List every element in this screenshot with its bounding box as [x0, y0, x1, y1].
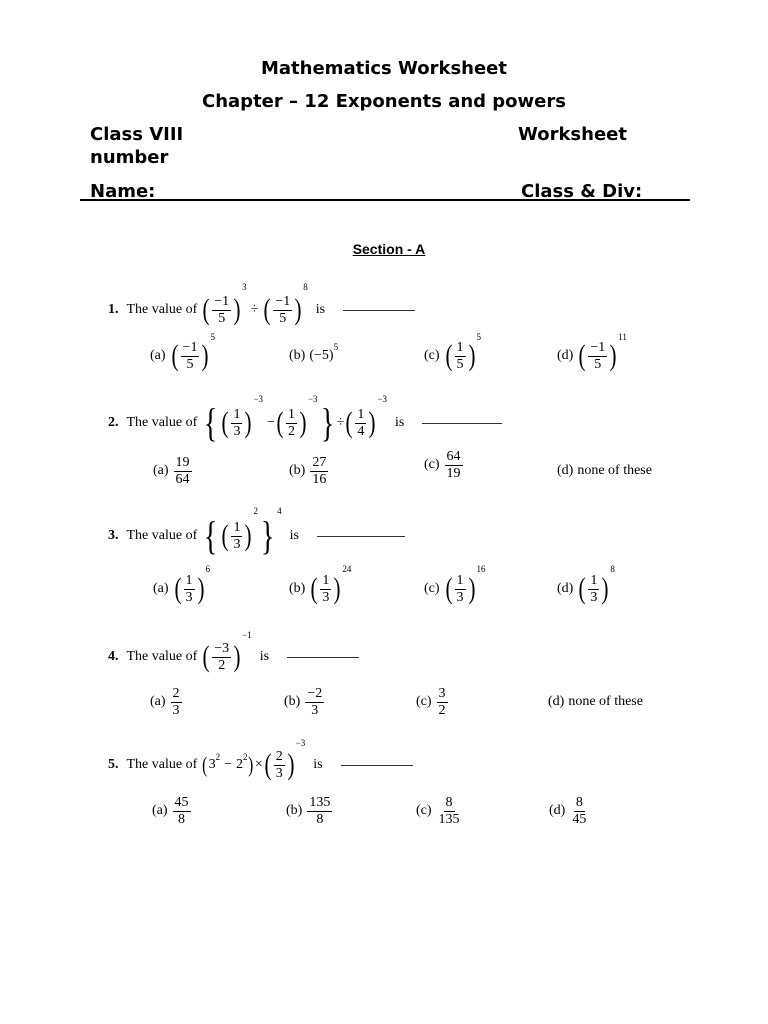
option: (d) ( $\frac{-1}{5}$ ) 11: [557, 332, 627, 372]
option: (b) ( −5 ) 5: [289, 342, 339, 363]
option: (d) $\frac{8}{45}$: [549, 795, 587, 827]
option: (c) ( $\frac{1}{5}$ ) 5: [424, 332, 482, 372]
answer-blank: [422, 423, 502, 424]
question-text: The value of: [126, 302, 198, 317]
section-title: Section - A: [352, 241, 426, 257]
question-number: 1.: [108, 302, 119, 317]
question-number: 3.: [108, 528, 119, 543]
option: (a) $\frac{19}{64}$: [153, 455, 190, 487]
header-rule: [80, 199, 690, 201]
answer-blank: [343, 310, 415, 311]
question-text: The value of: [126, 528, 198, 543]
question-number: 2.: [108, 415, 119, 430]
option: (c) $\frac{3}{2}$: [416, 686, 446, 718]
option: (a) $\frac{45}{8}$: [152, 795, 189, 827]
answer-blank: [317, 536, 405, 537]
option: (d) none of these: [557, 463, 652, 478]
option: (c) $\frac{64}{19}$: [424, 449, 461, 481]
question-3: 3. The value of { ( $\frac{1}{3}$ ) 2 } 4 is: [108, 510, 405, 562]
option: (c) $\frac{8}{135}$: [416, 795, 460, 827]
option: (a) ( $\frac{1}{3}$ ) 6: [153, 564, 211, 605]
option: (b) $\frac{-2}{3}$: [284, 686, 323, 718]
question-5: 5. The value of ( 3 2 − 2 2 ) × ( $\frac{2}{3}$ ) −3 is: [108, 742, 413, 788]
class-div-label: Class & Div:: [521, 181, 643, 202]
question-number: 4.: [108, 649, 119, 664]
question-2: 2. The value of { ( $\frac{1}{3}$ ) −3 − ( $\frac{1}{2}$ ) −3 } ÷ ( $\frac{1}{4}$ ) −3 is: [108, 398, 502, 448]
option: (b) $\frac{135}{8}$: [286, 795, 331, 827]
answer-blank: [341, 765, 413, 766]
name-label: Name:: [90, 181, 156, 202]
option: (d) none of these: [548, 694, 643, 709]
option: (a) $\frac{2}{3}$: [150, 686, 180, 718]
option: (c) ( $\frac{1}{3}$ ) 16: [424, 564, 486, 605]
class-label: Class VIII: [90, 124, 184, 145]
worksheet-title: Mathematics Worksheet: [261, 58, 507, 79]
option: (d) ( $\frac{1}{3}$ ) 8: [557, 564, 615, 605]
option: (b) $\frac{27}{16}$: [289, 455, 327, 487]
worksheet-label: Worksheet: [518, 124, 627, 145]
question-4: 4. The value of ( $\frac{-3}{2}$ ) −1 is: [108, 634, 359, 680]
fraction: $\frac{-1}{5}$: [214, 294, 230, 326]
number-label: number: [90, 147, 169, 168]
question-1: 1. The value of ( $\frac{-1}{5}$ ) 3 ÷ ( $\frac{-1}{5}$ ) 8 is: [108, 286, 415, 334]
chapter-title: Chapter – 12 Exponents and powers: [202, 91, 566, 112]
question-text: The value of: [126, 415, 198, 430]
option: (b) ( $\frac{1}{3}$ ) 24: [289, 564, 352, 605]
question-text: The value of: [126, 757, 198, 772]
question-text: The value of: [126, 649, 198, 664]
question-number: 5.: [108, 757, 119, 772]
option: (a) ( $\frac{-1}{5}$ ) 5: [150, 332, 215, 372]
answer-blank: [287, 657, 359, 658]
fraction: $\frac{-1}{5}$: [275, 294, 291, 326]
